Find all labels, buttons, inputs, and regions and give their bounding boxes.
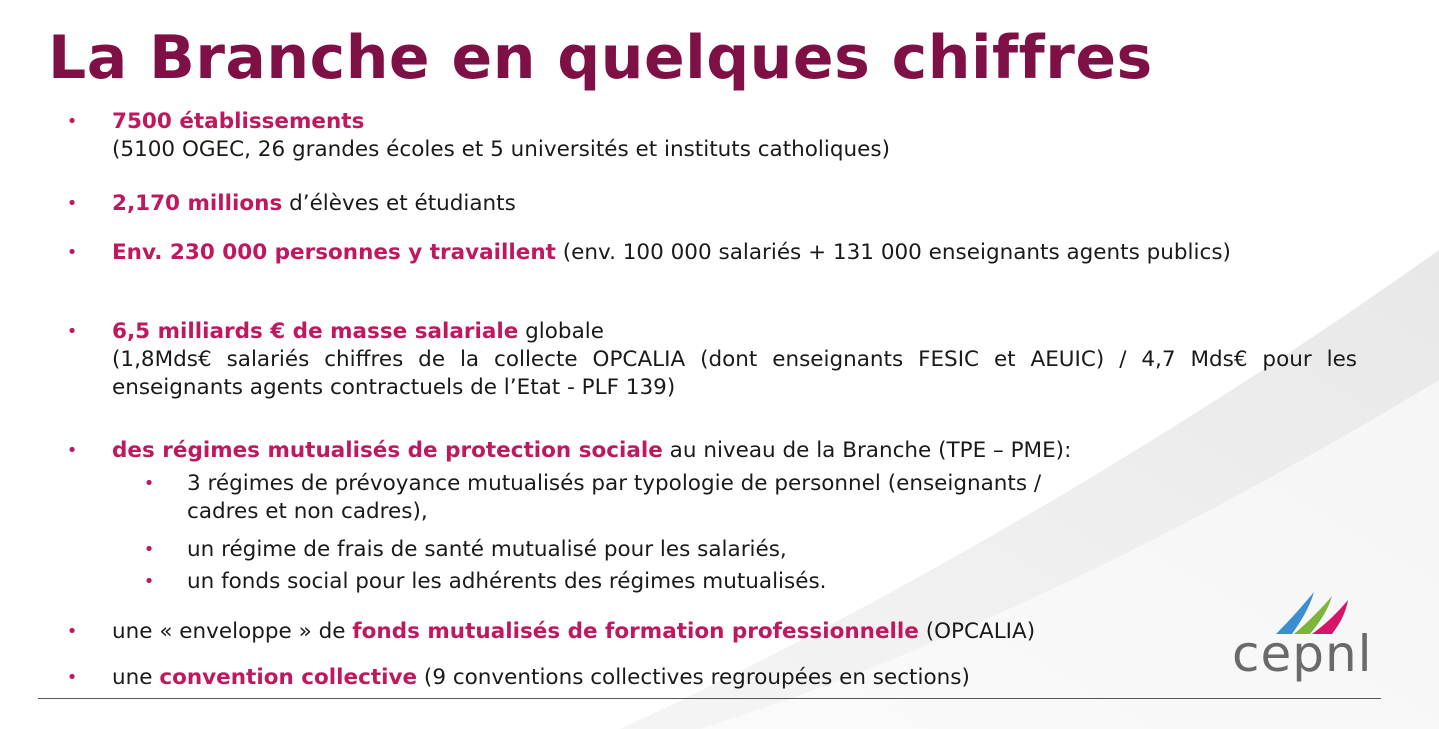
item-text: au niveau de la Branche (TPE – PME):: [662, 438, 1072, 463]
cepnl-logo: [1232, 590, 1382, 690]
item-highlight: 6,5 milliards € de masse salariale: [112, 319, 519, 344]
bullet: •: [66, 440, 78, 461]
list-item: [66, 437, 1357, 465]
bullet: •: [66, 193, 78, 214]
bullet: •: [66, 321, 78, 342]
item-text: (env. 100 000 salariés + 131 000 enseignants agents publics): [555, 240, 1231, 265]
sub-list-item: [143, 568, 1287, 596]
item-text-pre: une « enveloppe » de: [112, 619, 353, 644]
item-text: globale: [518, 319, 604, 344]
bullet: •: [143, 539, 155, 560]
list-item: [66, 618, 1357, 646]
bullet: •: [143, 473, 155, 494]
list-item: [66, 108, 1357, 164]
item-highlight: convention collective: [159, 665, 418, 690]
sub-list-item: [143, 536, 1287, 564]
sub-item-text: un régime de frais de santé mutualisé pour les salariés,: [187, 537, 787, 562]
bullet: •: [143, 571, 155, 592]
item-text: (9 conventions collectives regroupées en sections): [417, 665, 970, 690]
item-text-pre: une: [112, 665, 160, 690]
item-highlight: des régimes mutualisés de protection sociale: [112, 438, 663, 463]
list-item: [66, 190, 1357, 218]
item-highlight: fonds mutualisés de formation professionnelle: [352, 619, 919, 644]
sub-item-text: 3 régimes de prévoyance mutualisés par typologie de personnel (enseignants / cadres et non cadres),: [187, 471, 1042, 524]
sub-item-text: un fonds social pour les adhérents des régimes mutualisés.: [187, 569, 827, 594]
item-detail: (5100 OGEC, 26 grandes écoles et 5 universités et instituts catholiques): [112, 137, 890, 162]
bullet: •: [66, 111, 78, 132]
list-item: [66, 664, 1357, 692]
item-highlight: 2,170 millions: [112, 191, 283, 216]
bullet: •: [66, 621, 78, 642]
list-item: [66, 239, 1357, 267]
list-item: [66, 318, 1357, 402]
bullet: •: [66, 667, 78, 688]
item-text: (OPCALIA): [918, 619, 1036, 644]
item-detail: (1,8Mds€ salariés chiffres de la collecte OPCALIA (dont enseignants FESIC et AEUIC) / 4,7 Mds€ pour les enseignants agents contractuels de l’Etat - PLF 139): [112, 347, 1357, 400]
sub-list-item: [143, 470, 1117, 526]
item-highlight: Env. 230 000 personnes y travaillent: [112, 240, 556, 265]
item-text: d’élèves et étudiants: [282, 191, 516, 216]
item-highlight: 7500 établissements: [112, 109, 365, 134]
page-title: La Branche en quelques chiffres: [48, 23, 1153, 93]
logo-text: cepnl: [1232, 625, 1373, 683]
footer-divider: [38, 698, 1381, 699]
bullet: •: [66, 242, 78, 263]
